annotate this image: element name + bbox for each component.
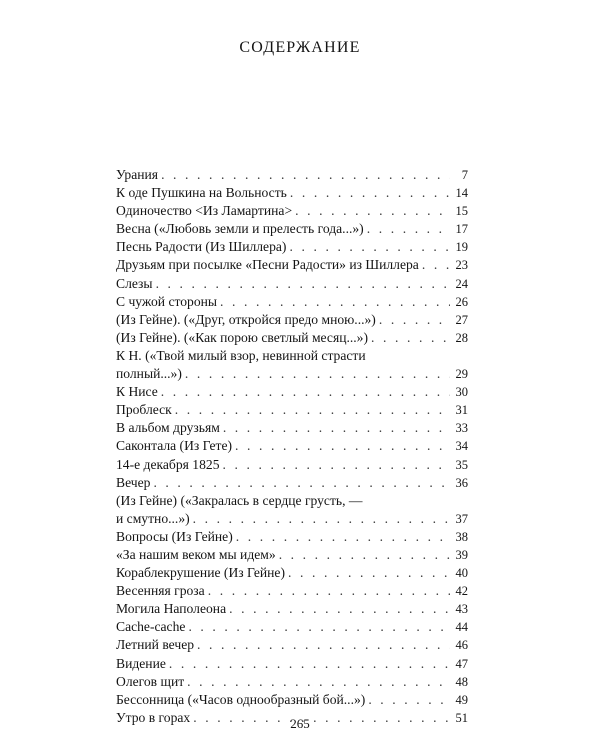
toc-page-number: 26 [455, 294, 468, 309]
dot-leader [217, 293, 450, 311]
toc-line [116, 474, 468, 492]
toc-entry-title: Летний вечер [116, 637, 195, 653]
toc-line [116, 437, 468, 455]
toc-entry [116, 528, 468, 546]
toc-page-number: 43 [455, 602, 468, 617]
toc-line [116, 383, 468, 401]
table-of-contents [116, 166, 468, 727]
toc-page-number: 31 [455, 403, 468, 418]
toc-line [116, 311, 468, 329]
toc-entry-title: Весенняя гроза [116, 583, 205, 599]
toc-entry-title: полный...») [116, 366, 182, 382]
toc-entry-title: (Из Гейне) («Закралась в сердце грусть, — [116, 492, 363, 508]
toc-page-number: 23 [455, 258, 468, 273]
toc-entry-title: 14-е декабря 1825 [116, 456, 220, 472]
toc-page-number: 28 [455, 330, 468, 345]
toc-page-number: 35 [455, 457, 468, 472]
toc-page-number: 14 [455, 186, 468, 201]
page-number: 265 [290, 716, 310, 731]
toc-line [116, 347, 468, 365]
dot-leader [292, 202, 450, 220]
toc-page-number: 37 [455, 511, 468, 526]
toc-entry-title: Проблеск [116, 402, 172, 418]
toc-line [116, 166, 468, 184]
toc-line [116, 582, 468, 600]
dot-leader [226, 600, 450, 618]
dot-leader [232, 437, 450, 455]
toc-line [116, 256, 468, 274]
dot-leader [285, 564, 450, 582]
toc-entry [116, 492, 468, 528]
page-title: СОДЕРЖАНИЕ [239, 39, 361, 56]
toc-page-number: 47 [455, 656, 468, 671]
toc-entry-title: (Из Гейне). («Как порою светлый месяц...») [116, 329, 368, 345]
toc-page-number: 7 [461, 168, 468, 182]
toc-entry [116, 311, 468, 329]
toc-line [116, 293, 468, 311]
toc-page-number: 38 [455, 529, 468, 544]
toc-entry [116, 329, 468, 347]
toc-entry [116, 419, 468, 437]
toc-entry-title: Бессонница («Часов однообразный бой...») [116, 691, 366, 707]
toc-page-number: 39 [455, 547, 468, 562]
toc-page-number: 17 [455, 222, 468, 237]
dot-leader [220, 419, 450, 437]
toc-page-number: 33 [455, 421, 468, 436]
toc-entry-title: (Из Гейне). («Друг, откройся предо мною...») [116, 311, 376, 327]
dot-leader [172, 401, 450, 419]
toc-page-number: 30 [455, 385, 468, 400]
toc-page-number: 15 [455, 204, 468, 219]
toc-entry-title: Друзьям при посылке «Песни Радости» из Шиллера [116, 257, 419, 273]
toc-line [116, 528, 468, 546]
toc-line [116, 618, 468, 636]
toc-line [116, 365, 468, 383]
toc-entry [116, 184, 468, 202]
dot-leader [220, 456, 451, 474]
toc-line [116, 691, 468, 709]
toc-page-number: 49 [455, 692, 468, 707]
toc-page-number: 27 [455, 312, 468, 327]
dot-leader [419, 256, 450, 274]
toc-entry [116, 564, 468, 582]
toc-page-number: 48 [455, 674, 468, 689]
dot-leader [153, 275, 450, 293]
toc-entry [116, 600, 468, 618]
toc-entry-title: Слезы [116, 275, 153, 291]
toc-entry [116, 220, 468, 238]
toc-line [116, 510, 468, 528]
toc-page-number: 34 [455, 439, 468, 454]
toc-entry [116, 546, 468, 564]
dot-leader [364, 220, 450, 238]
toc-entry-title: Урания [116, 167, 159, 182]
toc-line [116, 419, 468, 437]
dot-leader [190, 510, 450, 528]
toc-line [116, 220, 468, 238]
toc-line [116, 329, 468, 347]
toc-entry-title: Одиночество <Из Ламартина> [116, 203, 293, 219]
toc-entry [116, 582, 468, 600]
toc-entry-title: Песнь Радости (Из Шиллера) [116, 239, 287, 255]
toc-entry-title: Саконтала (Из Гете) [116, 438, 233, 454]
toc-entry-title: Вечер [116, 474, 151, 490]
toc-entry [116, 636, 468, 654]
toc-entry [116, 618, 468, 636]
toc-page-number: 42 [455, 584, 468, 599]
dot-leader [185, 618, 450, 636]
toc-line [116, 401, 468, 419]
toc-entry-title: Могила Наполеона [116, 601, 227, 617]
toc-entry [116, 655, 468, 673]
toc-entry-title: К Нисе [116, 384, 158, 400]
toc-entry [116, 256, 468, 274]
toc-entry-title: К оде Пушкина на Вольность [116, 185, 287, 201]
toc-entry [116, 293, 468, 311]
toc-page-number: 36 [455, 475, 468, 490]
toc-page-number: 29 [455, 367, 468, 382]
dot-leader [166, 655, 450, 673]
toc-entry-title: К Н. («Твой милый взор, невинной страсти [116, 347, 366, 363]
toc-line [116, 202, 468, 220]
dot-leader [365, 691, 450, 709]
toc-entry [116, 166, 468, 184]
toc-entry [116, 238, 468, 256]
toc-entry [116, 383, 468, 401]
toc-page-number: 24 [455, 276, 468, 291]
dot-leader [286, 238, 450, 256]
toc-entry-title: С чужой стороны [116, 293, 218, 309]
toc-entry [116, 275, 468, 293]
dot-leader [184, 673, 450, 691]
toc-line [116, 673, 468, 691]
toc-entry [116, 456, 468, 474]
toc-entry-title: В альбом друзьям [116, 420, 220, 436]
toc-line [116, 655, 468, 673]
dot-leader [287, 184, 450, 202]
toc-page-number: 44 [455, 620, 468, 635]
toc-line [116, 492, 468, 510]
toc-line [116, 184, 468, 202]
toc-line [116, 456, 468, 474]
toc-entry [116, 401, 468, 419]
dot-leader [368, 329, 450, 347]
toc-entry-title: Утро в горах [116, 709, 191, 725]
toc-entry-title: Cache-cache [116, 619, 186, 635]
toc-entry [116, 474, 468, 492]
toc-page-number: 51 [455, 710, 468, 725]
toc-entry-title: и смутно...») [116, 510, 190, 526]
dot-leader [376, 311, 450, 329]
toc-entry [116, 347, 468, 383]
toc-line [116, 238, 468, 256]
toc-entry-title: Кораблекрушение (Из Гейне) [116, 565, 285, 581]
toc-entry [116, 202, 468, 220]
toc-line [116, 564, 468, 582]
toc-page-number: 19 [455, 240, 468, 255]
toc-entry-title: Весна («Любовь земли и прелесть года...») [116, 221, 364, 237]
toc-entry-title: Вопросы (Из Гейне) [116, 528, 233, 544]
toc-entry [116, 437, 468, 455]
dot-leader [158, 166, 450, 184]
dot-leader [194, 636, 450, 654]
toc-line [116, 600, 468, 618]
dot-leader [233, 528, 450, 546]
toc-entry [116, 691, 468, 709]
toc-entry [116, 673, 468, 691]
toc-entry-title: Видение [116, 655, 166, 671]
dot-leader [150, 474, 450, 492]
toc-line [116, 275, 468, 293]
dot-leader [276, 546, 450, 564]
toc-entry-title: Олегов щит [116, 673, 185, 689]
dot-leader [205, 582, 450, 600]
toc-line [116, 636, 468, 654]
toc-entry-title: «За нашим веком мы идем» [116, 546, 276, 562]
dot-leader [182, 365, 450, 383]
toc-page-number: 46 [455, 638, 468, 653]
toc-page-number: 40 [455, 566, 468, 581]
dot-leader [158, 383, 450, 401]
toc-line [116, 546, 468, 564]
